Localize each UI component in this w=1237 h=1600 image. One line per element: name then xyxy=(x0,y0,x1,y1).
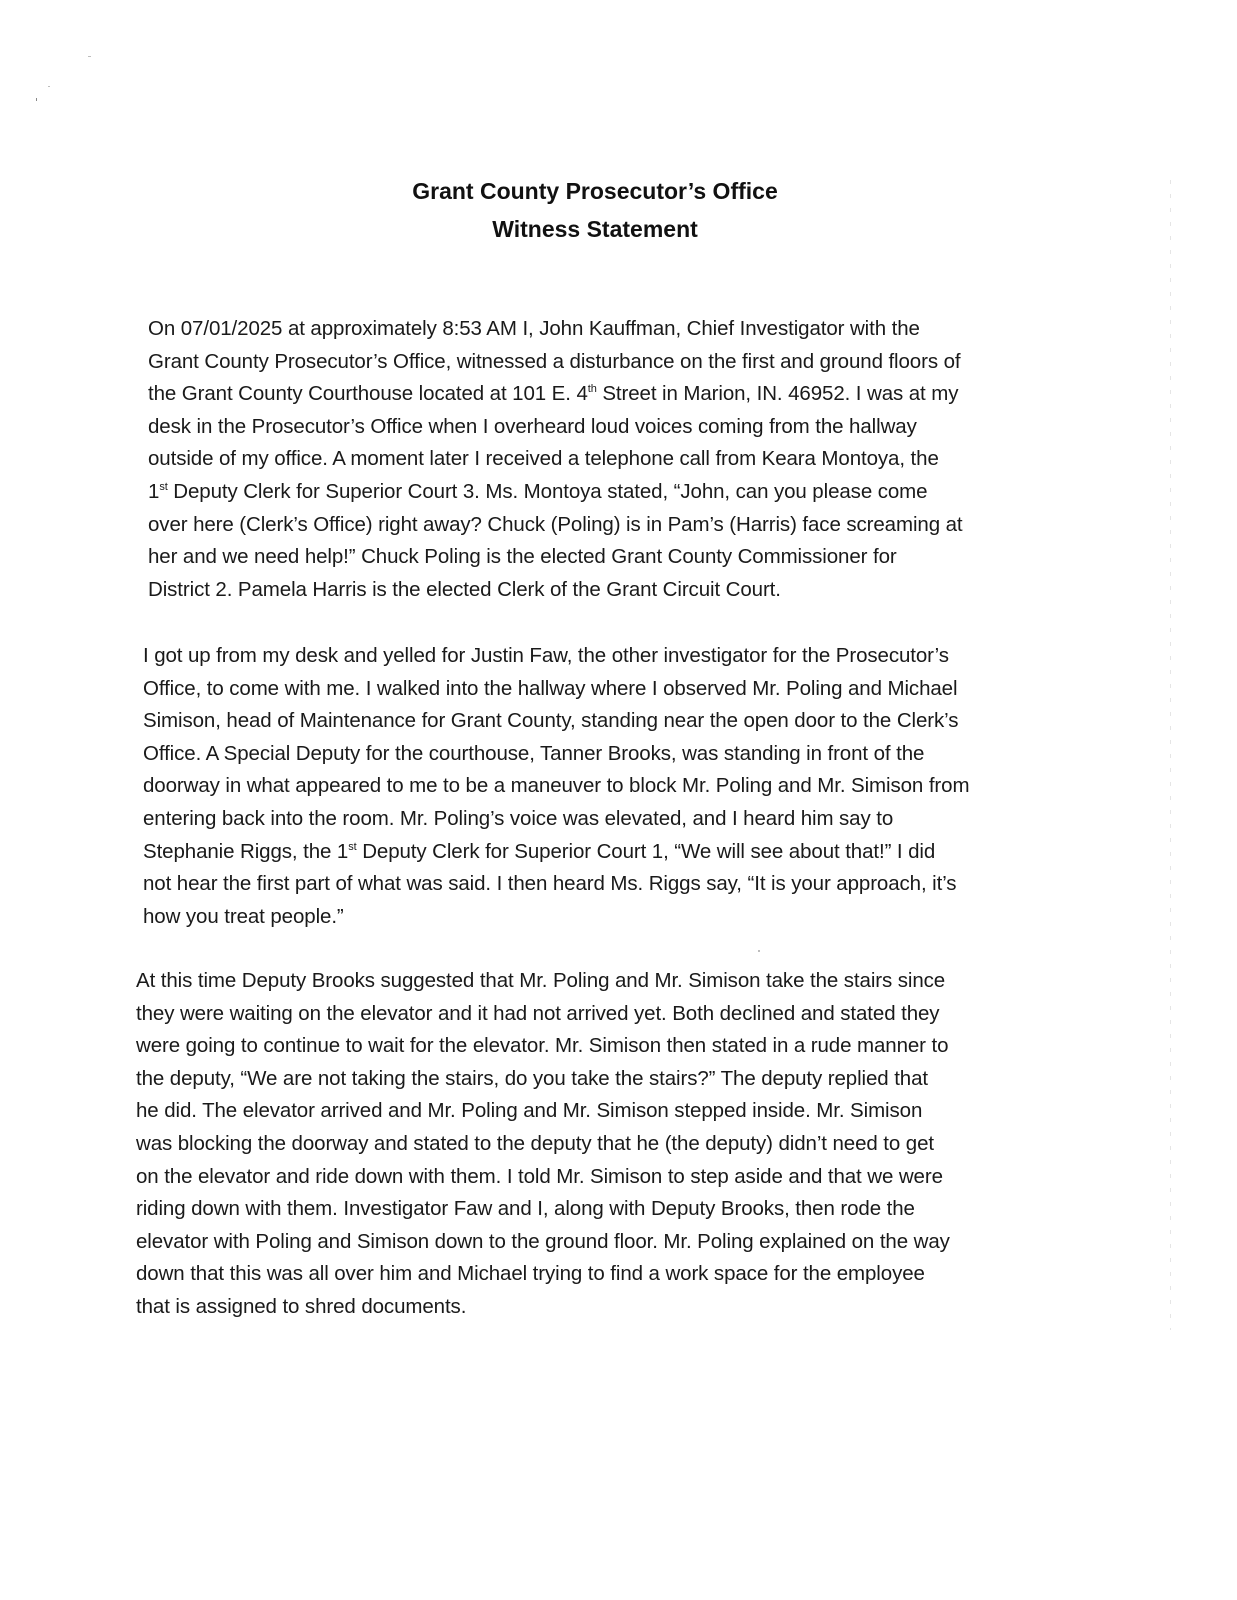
paragraph-line: On 07/01/2025 at approximately 8:53 AM I, John Kauffman, Chief Investigator with the xyxy=(148,317,920,340)
paragraph-line: Office. A Special Deputy for the courthouse, Tanner Brooks, was standing in front of the xyxy=(143,741,925,765)
paragraph-line: over here (Clerk’s Office) right away? Chuck (Poling) is in Pam’s (Harris) face screaming at xyxy=(148,512,963,536)
statement-paragraph-1 xyxy=(148,313,963,606)
scan-margin-trace xyxy=(1170,180,1171,1330)
paragraph-line: I got up from my desk and yelled for Justin Faw, the other investigator for the Prosecutor’s xyxy=(143,644,949,667)
paragraph-line: outside of my office. A moment later I received a telephone call from Keara Montoya, the xyxy=(148,447,939,471)
paragraph-line: 1st Deputy Clerk for Superior Court 3. Ms. Montoya stated, “John, can you please come xyxy=(148,479,928,503)
paragraph-line: on the elevator and ride down with them. I told Mr. Simison to step aside and that we were xyxy=(136,1164,943,1188)
paragraph-line: Grant County Prosecutor’s Office, witnessed a disturbance on the first and ground floors of xyxy=(148,349,961,373)
paragraph-line: that is assigned to shred documents. xyxy=(136,1294,467,1318)
paragraph-line: Stephanie Riggs, the 1st Deputy Clerk for Superior Court 1, “We will see about that!” I did xyxy=(143,839,936,863)
paragraph-line: District 2. Pamela Harris is the elected Clerk of the Grant Circuit Court. xyxy=(148,577,781,601)
paragraph-line: her and we need help!” Chuck Poling is the elected Grant County Commissioner for xyxy=(148,545,897,569)
paragraph-line: the deputy, “We are not taking the stairs, do you take the stairs?” The deputy replied that xyxy=(136,1066,929,1090)
paragraph-line: he did. The elevator arrived and Mr. Poling and Mr. Simison stepped inside. Mr. Simison xyxy=(136,1099,923,1123)
paragraph-line: Office, to come with me. I walked into the hallway where I observed Mr. Poling and Michael xyxy=(143,676,958,700)
scan-speck xyxy=(758,950,760,952)
paragraph-line: doorway in what appeared to me to be a maneuver to block Mr. Poling and Mr. Simison from xyxy=(143,774,970,798)
paragraph-line: down that this was all over him and Michael trying to find a work space for the employee xyxy=(136,1262,925,1286)
scan-speck xyxy=(36,98,37,101)
paragraph-line: entering back into the room. Mr. Poling’s voice was elevated, and I heard him say to xyxy=(143,806,894,830)
document-title: Grant County Prosecutor’s Office xyxy=(412,178,778,204)
paragraph-line: riding down with them. Investigator Faw and I, along with Deputy Brooks, then rode the xyxy=(136,1197,915,1221)
paragraph-line: not hear the first part of what was said. I then heard Ms. Riggs say, “It is your approach, it’s xyxy=(143,872,957,896)
document-subtitle: Witness Statement xyxy=(492,216,698,242)
scan-speck xyxy=(88,56,91,57)
paragraph-line: Simison, head of Maintenance for Grant County, standing near the open door to the Clerk’s xyxy=(143,709,959,733)
scan-speck xyxy=(48,86,50,87)
paragraph-line: how you treat people.” xyxy=(143,904,344,928)
statement-paragraph-2 xyxy=(143,640,969,933)
paragraph-line: was blocking the doorway and stated to the deputy that he (the deputy) didn’t need to get xyxy=(136,1131,934,1155)
paragraph-line: they were waiting on the elevator and it had not arrived yet. Both declined and stated they xyxy=(136,1001,940,1025)
paragraph-line: elevator with Poling and Simison down to the ground floor. Mr. Poling explained on the way xyxy=(136,1229,950,1253)
statement-paragraph-3 xyxy=(136,965,950,1324)
paragraph-line: the Grant County Courthouse located at 101 E. 4th Street in Marion, IN. 46952. I was at my xyxy=(148,382,959,406)
paragraph-line: At this time Deputy Brooks suggested that Mr. Poling and Mr. Simison take the stairs since xyxy=(136,969,946,992)
paragraph-line: were going to continue to wait for the elevator. Mr. Simison then stated in a rude manner to xyxy=(136,1034,949,1058)
paragraph-line: desk in the Prosecutor’s Office when I overheard loud voices coming from the hallway xyxy=(148,414,917,438)
